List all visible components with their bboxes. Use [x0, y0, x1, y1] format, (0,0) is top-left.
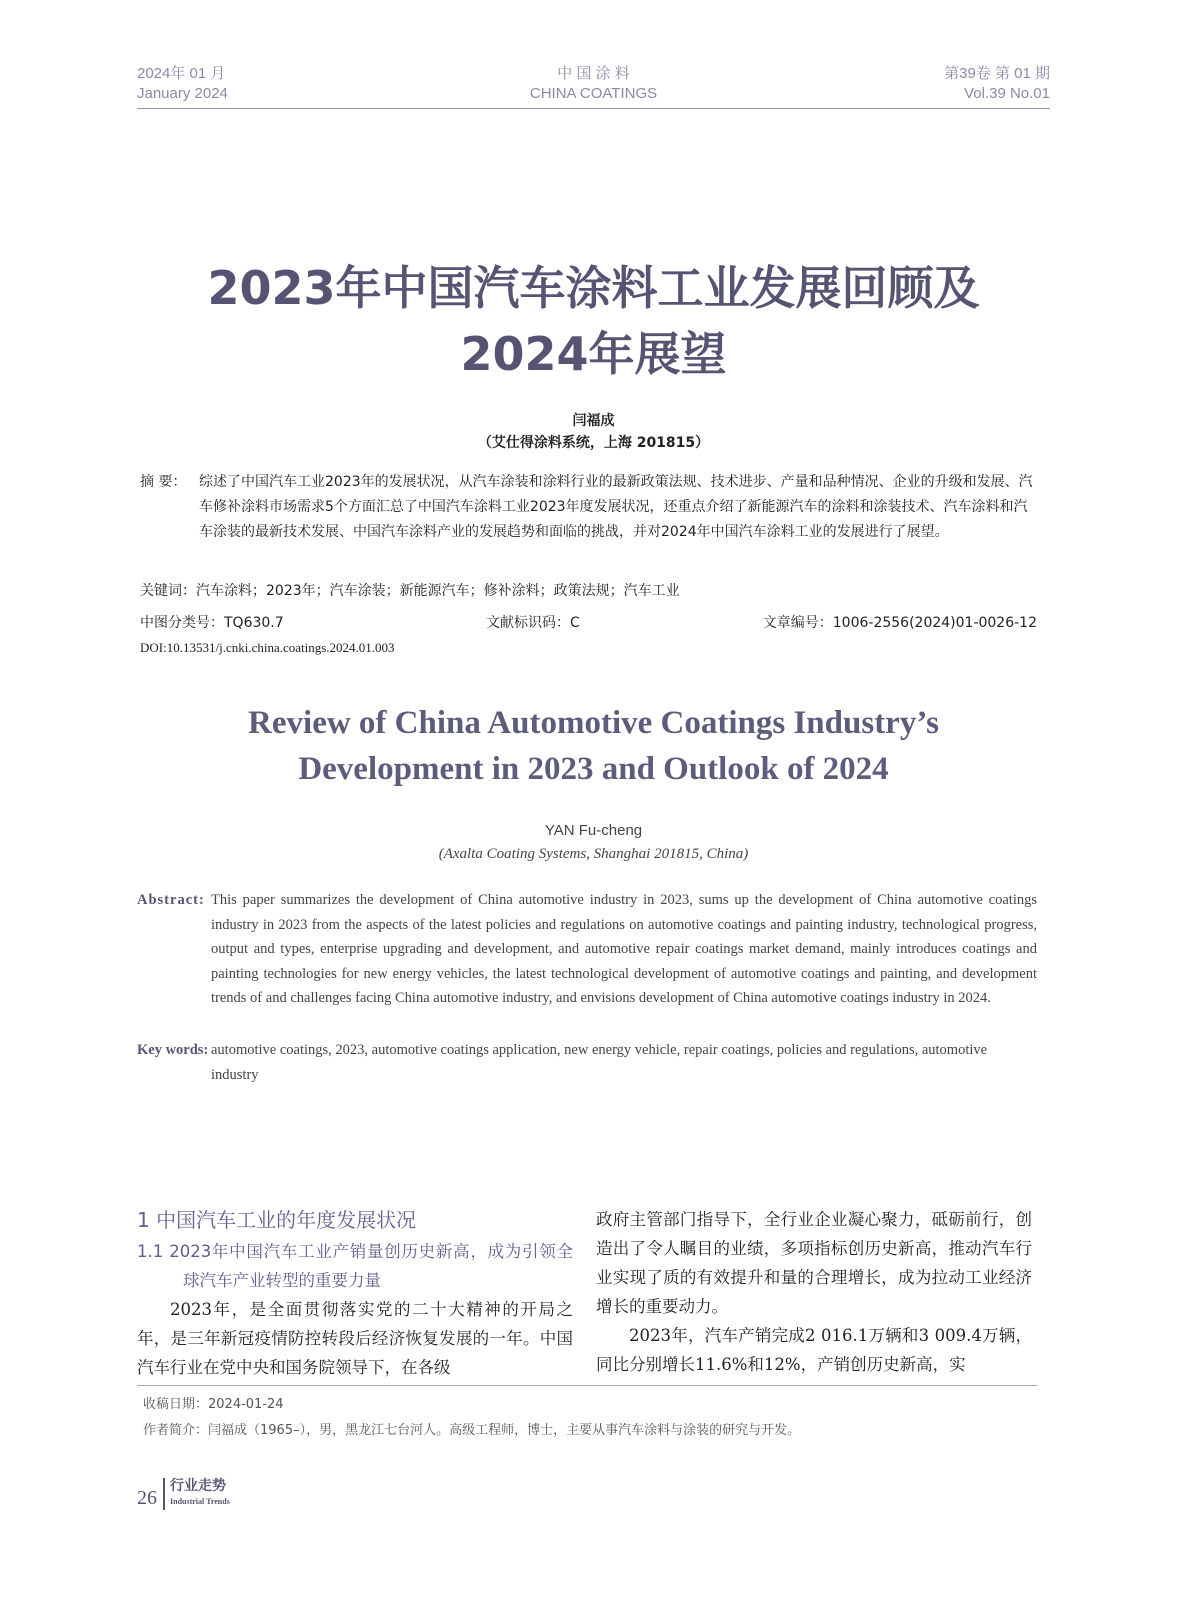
- keywords-en: [137, 1038, 1037, 1087]
- author-bio: 作者简介：闫福成（1965–），男，黑龙江七台河人。高级工程师，博士，主要从事汽车涂料与涂装的研究与开发。: [143, 1423, 801, 1438]
- section-label-en: Industrial Trends: [170, 1497, 230, 1506]
- abstract-en-label: Abstract:: [137, 892, 205, 908]
- title-en-line: Review of China Automotive Coatings Industry’s: [248, 705, 939, 741]
- title-cn-line: 2023年中国汽车涂料工业发展回顾及: [207, 261, 980, 315]
- author-block-cn: [0, 410, 1187, 454]
- doi: DOI:10.13531/j.cnki.china.coatings.2024.01.003: [140, 640, 395, 655]
- title-cn: [0, 255, 1187, 387]
- subsection-heading: 1.1 2023年中国汽车工业产销量创历史新高，成为引领全球汽车产业转型的重要力量: [137, 1242, 573, 1290]
- keywords-en-text: automotive coatings, 2023, automotive coatings application, new energy vehicle, repair coatings, policies and regulations, automotive industry: [211, 1042, 988, 1083]
- body-paragraph: 2023年，汽车产销完成2 016.1万辆和3 009.4万辆，同比分别增长11.6%和12%，产销创历史新高，实: [596, 1326, 1032, 1374]
- header-volume-en: Vol.39 No.01: [964, 85, 1050, 102]
- running-header: [137, 64, 1050, 109]
- header-date-en: January 2024: [137, 85, 228, 102]
- title-cn-line: 2024年展望: [460, 327, 727, 381]
- affiliation-cn: （艾仕得涂料系统，上海 201815）: [477, 435, 710, 451]
- page-footer: [137, 1478, 230, 1510]
- author-en: YAN Fu-cheng: [544, 822, 643, 839]
- body-paragraph: 2023年，是全面贯彻落实党的二十大精神的开局之年，是三年新冠疫情防控转段后经济恢复发展的一年。中国汽车行业在党中央和国务院领导下，在各级: [137, 1300, 573, 1377]
- keywords-cn: 关键词：汽车涂料；2023年；汽车涂装；新能源汽车；修补涂料；政策法规；汽车工业: [140, 583, 680, 599]
- affiliation-en: (Axalta Coating Systems, Shanghai 201815, China): [438, 846, 749, 862]
- abstract-en: [137, 888, 1037, 1011]
- title-en-line: Development in 2023 and Outlook of 2024: [298, 751, 889, 787]
- abstract-cn-text: 综述了中国汽车工业2023年的发展状况，从汽车涂装和涂料行业的最新政策法规、技术进步、产量和品种情况、企业的升级和发展、汽车修补涂料市场需求5个方面汇总了中国汽车涂料工业2023年度发展状况，还重点介绍了新能源汽车的涂料和涂装技术、汽车涂料和汽车涂装的最新技术发展、中国汽车涂料产业的发展趋势和面临的挑战，并对2024年中国汽车涂料工业的发展进行了展望。: [199, 474, 1033, 540]
- header-date-cn: 2024年 01 月: [137, 65, 226, 82]
- received-date: 收稿日期：2024-01-24: [143, 1397, 284, 1412]
- footnotes: [137, 1385, 1037, 1444]
- section-label: [170, 1478, 230, 1510]
- abstract-cn: [140, 470, 1037, 545]
- header-journal-cn: 中 国 涂 料: [557, 65, 630, 82]
- document-code: 文献标识码：C: [486, 615, 580, 631]
- body-column-left: [137, 1205, 573, 1382]
- section-heading: 1 中国汽车工业的年度发展状况: [137, 1208, 417, 1232]
- abstract-en-text: This paper summarizes the development of China automotive industry in 2023, sums up the development of China automotive coatings industry in 2023 from the aspects of the latest policies and regulations on automotive coatings and painting industry, technological progress, output and types, enterprise upgrading and development, and automotive repair coatings market demand, mainly introduces coatings and painting technologies for new energy vehicles, the latest technological development of automotive coatings and painting, and development trends of and challenges facing China automotive industry, and envisions development of China automotive coatings industry in 2024.: [211, 892, 1037, 1006]
- header-journal-en: CHINA COATINGS: [529, 85, 658, 102]
- abstract-cn-label: 摘 要：: [140, 474, 187, 490]
- section-label-cn: 行业走势: [170, 1478, 226, 1494]
- keywords-en-label: Key words:: [137, 1042, 209, 1058]
- title-en: [0, 700, 1187, 792]
- body-column-right: [596, 1205, 1032, 1379]
- header-volume-cn: 第39卷 第 01 期: [944, 65, 1050, 82]
- footer-divider: [163, 1478, 165, 1510]
- article-number: 文章编号：1006-2556(2024)01-0026-12: [762, 615, 1037, 631]
- page-number: 26: [137, 1487, 157, 1509]
- clc-number: 中图分类号：TQ630.7: [140, 615, 284, 631]
- author-cn: 闫福成: [572, 413, 615, 429]
- body-paragraph-continued: 政府主管部门指导下，全行业企业凝心聚力，砥砺前行，创造出了令人瞩目的业绩，多项指标创历史新高，推动汽车行业实现了质的有效提升和量的合理增长，成为拉动工业经济增长的重要动力。: [596, 1210, 1032, 1316]
